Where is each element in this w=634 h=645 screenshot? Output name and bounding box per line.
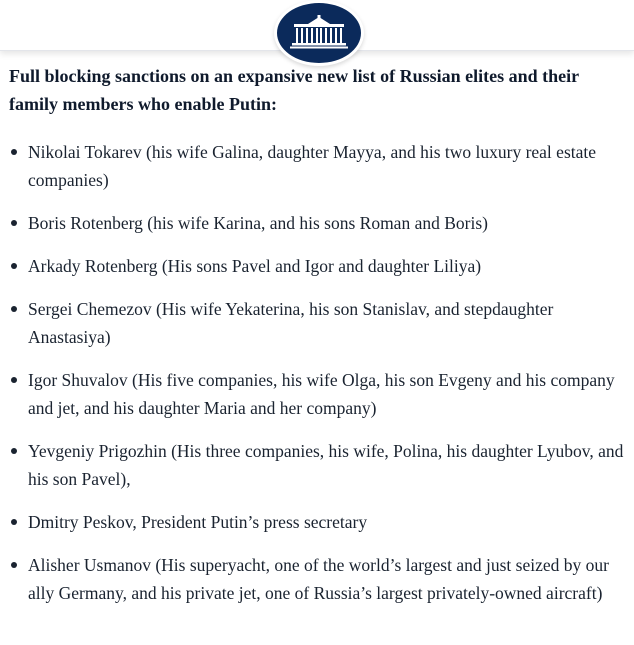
list-item (9, 508, 631, 536)
section-heading: Full blocking sanctions on an expansive new list of Russian elites and their family members who enable Putin: (9, 66, 579, 114)
sanctions-list (9, 138, 631, 607)
article-body (9, 62, 631, 622)
bullet-icon (11, 149, 17, 155)
bullet-icon (11, 377, 17, 383)
list-item (9, 252, 631, 280)
bullet-icon (11, 220, 17, 226)
list-item-text: Nikolai Tokarev (his wife Galina, daughter Mayya, and his two luxury real estate companies) (28, 142, 597, 190)
bullet-icon (11, 263, 17, 269)
list-item (9, 437, 631, 493)
list-item-text: Boris Rotenberg (his wife Karina, and his sons Roman and Boris) (28, 213, 488, 233)
list-item-text: Yevgeniy Prigozhin (His three companies, his wife, Polina, his daughter Lyubov, and his son Pavel), (28, 441, 624, 489)
list-item (9, 138, 631, 194)
white-house-logo[interactable] (274, 0, 364, 66)
bullet-icon (11, 562, 17, 568)
bullet-icon (11, 448, 17, 454)
white-house-seal-icon (288, 14, 350, 52)
list-item (9, 551, 631, 607)
list-item-text: Arkady Rotenberg (His sons Pavel and Igor and daughter Liliya) (28, 256, 482, 276)
list-item-text: Igor Shuvalov (His five companies, his wife Olga, his son Evgeny and his company and jet, and his daughter Maria and her company) (28, 370, 615, 418)
list-item (9, 209, 631, 237)
bullet-icon (11, 519, 17, 525)
bullet-icon (11, 306, 17, 312)
list-item (9, 366, 631, 422)
list-item-text: Alisher Usmanov (His superyacht, one of the world’s largest and just seized by our ally Germany, and his private jet, one of Russia’s largest privately-owned aircraft) (28, 555, 609, 603)
list-item-text: Sergei Chemezov (His wife Yekaterina, his son Stanislav, and stepdaughter Anastasiya) (28, 299, 554, 347)
list-item (9, 295, 631, 351)
list-item-text: Dmitry Peskov, President Putin’s press secretary (28, 512, 368, 532)
